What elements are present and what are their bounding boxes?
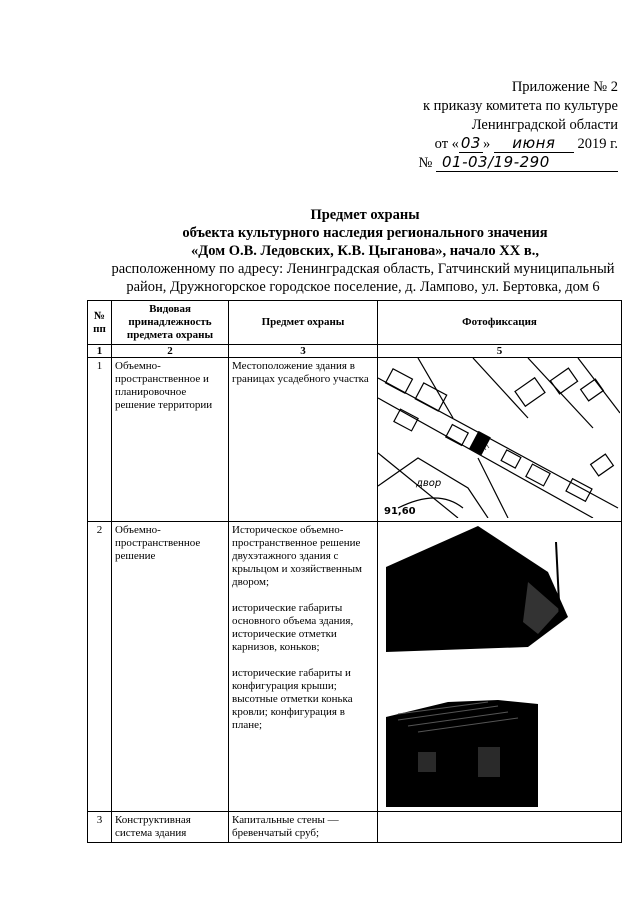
- table-header-row: [88, 301, 622, 345]
- appendix-block: [419, 78, 618, 173]
- cadastral-map-photo: [378, 358, 622, 522]
- map-image: [378, 358, 620, 518]
- title-line-3: «Дом О.В. Ледовских, К.В. Цыганова», начало XX в.,: [191, 243, 539, 259]
- appendix-number: № 01-03/19-290: [419, 154, 618, 173]
- header-type: Видовая принадлежность предмета охраны: [112, 301, 229, 345]
- house-photos: [378, 522, 622, 812]
- protection-table: [87, 300, 622, 843]
- map-number-label: 91,60: [384, 506, 416, 517]
- header-num: № пп: [88, 301, 112, 345]
- appendix-line-3: Ленинградской области: [471, 117, 618, 133]
- header-subject: Предмет охраны: [229, 301, 378, 345]
- appendix-date: от « 03 » июня 2019 г.: [434, 134, 618, 152]
- order-number: 01-03/19-290: [436, 154, 618, 172]
- appendix-line-2: к приказу комитета по культуре: [422, 98, 618, 114]
- title-line-1: Предмет охраны: [310, 207, 420, 223]
- date-year: 2019 г.: [577, 136, 618, 152]
- date-day: 03: [460, 134, 481, 152]
- table-row: 2 Объемно-пространственное решение Историческое объемно-пространственное решение двухэтажного здания с крыльцом и хозяйственным двором; исторические габариты основного объема здания, исторические отметки карнизов, коньков; исторические габариты и конфигурация крыши; высотные отметки конька кровли; конфигурация в плане;: [88, 522, 622, 812]
- map-yard-label: двор: [416, 478, 442, 489]
- table-row: 1 Объемно-пространственное и планировочное решение территории Местоположение здания в границах усадебного участка двор 91,60: [88, 358, 622, 522]
- table-row: 3 Конструктивная система здания Капитальные стены — бревенчатый сруб;: [88, 812, 622, 843]
- subject-cell: Историческое объемно-пространственное решение двухэтажного здания с крыльцом и хозяйственным двором; исторические габариты основного объема здания, исторические отметки карнизов, коньков; исторические габариты и конфигурация крыши; высотные отметки конька кровли; конфигурация в плане;: [229, 522, 378, 812]
- house-photo-image: [378, 522, 620, 807]
- address-line-2: район, Дружногорское городское поселение, д. Лампово, ул. Бертовка, дом 6: [126, 279, 600, 295]
- header-photo: Фотофиксация: [378, 301, 622, 345]
- address-line-1: расположенному по адресу: Ленинградская область, Гатчинский муниципальный: [111, 261, 615, 277]
- date-month: июня: [494, 135, 574, 153]
- appendix-line-1: Приложение № 2: [511, 79, 618, 95]
- column-number-row: 1 2 3 5: [88, 345, 622, 358]
- title-line-2: объекта культурного наследия регионального значения: [182, 225, 548, 241]
